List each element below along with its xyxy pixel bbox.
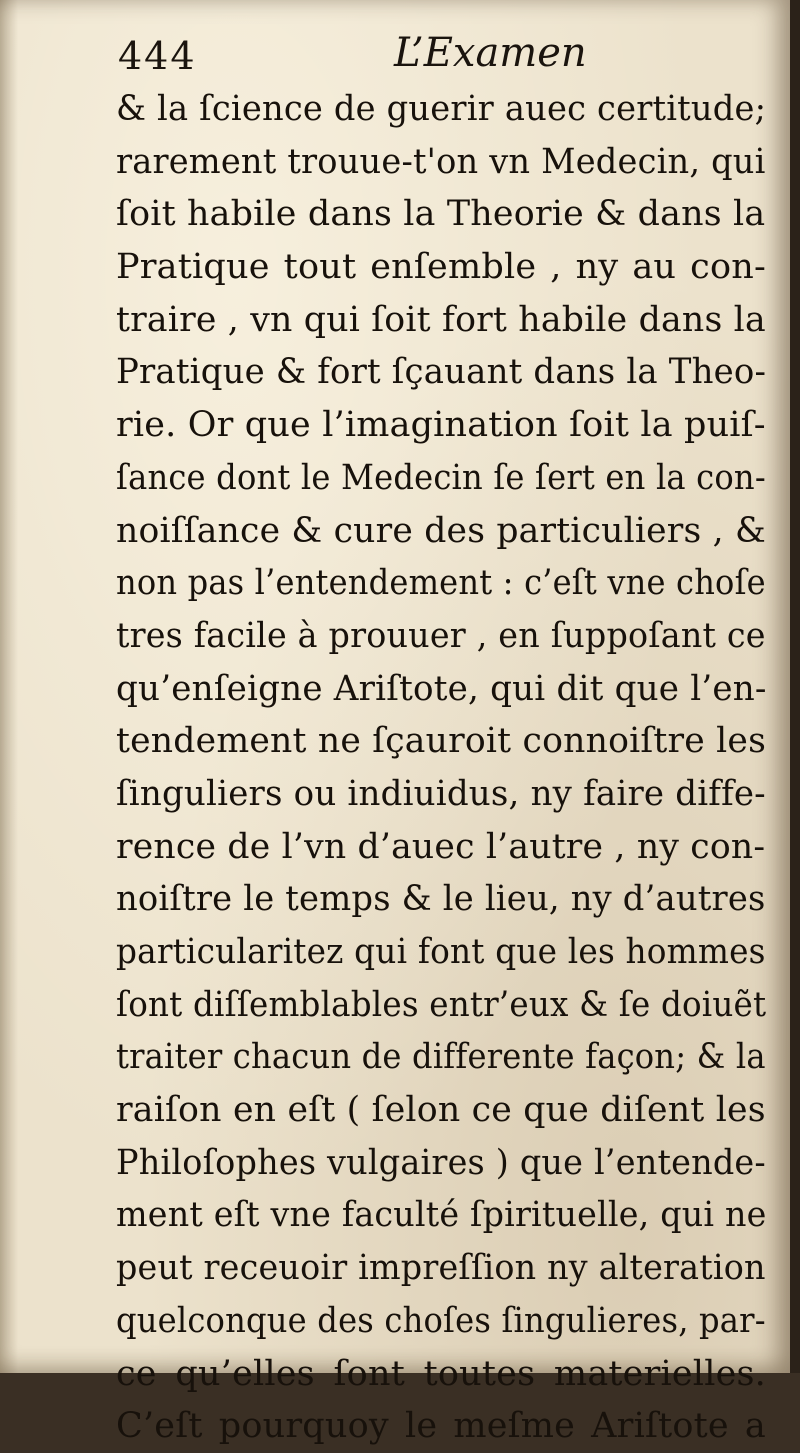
text-line-14: ſinguliers ou indiuidus, ny faire diffe- xyxy=(116,773,766,814)
text-line-11: tres facile à prouuer , en ſuppoſant ce xyxy=(116,615,766,656)
text-line-26: C’eſt pourquoy le meſme Ariſtote a xyxy=(116,1406,766,1447)
text-line-7: rie. Or que l’imagination ſoit la puiſ- xyxy=(116,405,766,446)
page-edge xyxy=(790,0,800,1373)
body-text xyxy=(116,83,766,1453)
text-line-10: non pas l’entendement : c’eſt vne choſe xyxy=(116,563,766,604)
text-line-4: Pratique tout enſemble , ny au con- xyxy=(116,247,766,288)
text-line-24: quelconque des choſes ſingulieres, par- xyxy=(116,1300,766,1341)
page-gutter-shading xyxy=(0,0,18,1373)
text-line-19: traiter chacun de differente façon; & la xyxy=(116,1037,766,1078)
text-line-22: ment eſt vne faculté ſpirituelle, qui ne xyxy=(116,1195,767,1236)
text-line-15: rence de l’vn d’auec l’autre , ny con- xyxy=(116,826,766,867)
text-line-5: traire , vn qui ſoit fort habile dans la xyxy=(116,299,766,340)
text-line-9: noiſſance & cure des particuliers , & xyxy=(116,510,766,551)
text-line-17: particularitez qui font que les hommes xyxy=(116,932,766,972)
text-line-25: ce qu’elles ſont toutes materielles. xyxy=(116,1353,766,1394)
text-line-3: ſoit habile dans la Theorie & dans la xyxy=(116,194,766,235)
text-line-16: noiſtre le temps & le lieu, ny d’autres xyxy=(116,879,766,920)
text-line-21: Philoſophes vulgaires ) que l’entende- xyxy=(116,1142,766,1183)
text-line-12: qu’enſeigne Ariſtote, qui dit que l’en- xyxy=(116,668,767,709)
page-number: 444 xyxy=(118,34,197,78)
text-line-1: & la ſcience de guerir auec certitude; xyxy=(116,89,767,129)
running-title: L’Examen xyxy=(394,30,587,76)
text-line-13: tendement ne ſçauroit connoiſtre les xyxy=(116,721,767,762)
text-line-6: Pratique & fort ſçauant dans la Theo- xyxy=(116,352,767,393)
text-line-2: rarement trouue-t'on vn Medecin, qui xyxy=(116,141,766,182)
text-line-18: ſont diſſemblables entr’eux & ſe doiuẽt xyxy=(116,984,767,1025)
text-line-8: ſance dont le Medecin ſe ſert en la con- xyxy=(116,457,766,498)
text-line-20: raiſon en eſt ( ſelon ce que diſent les xyxy=(116,1090,766,1131)
running-head xyxy=(118,28,678,88)
text-line-23: peut receuoir impreſſion ny alteration xyxy=(116,1248,766,1289)
